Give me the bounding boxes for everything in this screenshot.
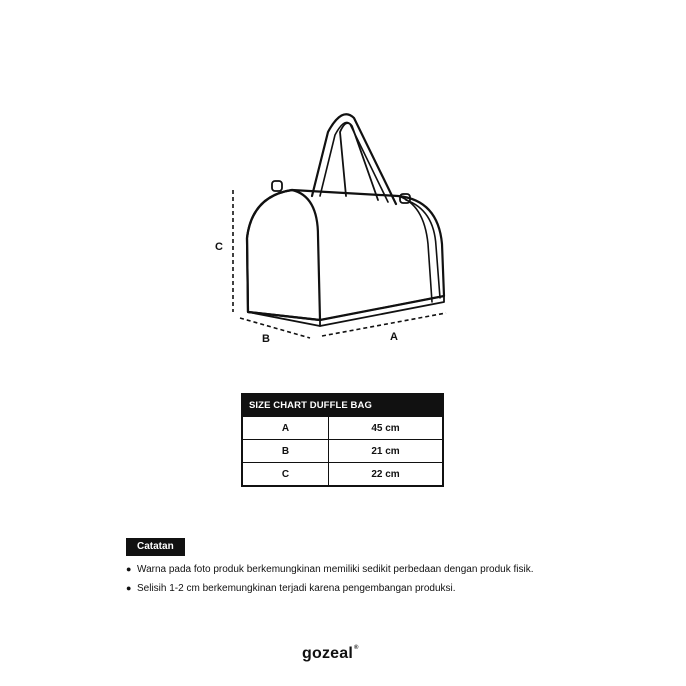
- bag-handle-back: [340, 123, 378, 200]
- brand-logo: [302, 645, 359, 663]
- size-key: B: [242, 440, 329, 463]
- bag-tab-left: [272, 181, 282, 191]
- table-row: [242, 463, 443, 487]
- bag-strap: [398, 196, 432, 302]
- size-chart-table: [241, 393, 444, 487]
- size-value: 21 cm: [329, 440, 444, 463]
- table-row: [242, 440, 443, 463]
- note-text: Warna pada foto produk berkemungkinan memiliki sedikit perbedaan dengan produk fisik.: [137, 564, 534, 575]
- size-value: 22 cm: [329, 463, 444, 487]
- bag-base: [320, 296, 444, 326]
- note-item: [126, 582, 456, 595]
- registered-mark: ®: [354, 645, 359, 651]
- size-key: A: [242, 417, 329, 440]
- notes-title-badge: Catatan: [126, 538, 185, 556]
- bag-body-outline: [247, 190, 444, 320]
- bullet-icon: ●: [126, 564, 132, 574]
- bag-strap-2: [406, 200, 440, 298]
- brand-name: gozeal: [302, 645, 353, 662]
- size-key: C: [242, 463, 329, 487]
- note-item: [126, 563, 534, 576]
- bag-handle-front: [312, 114, 396, 204]
- size-value: 45 cm: [329, 417, 444, 440]
- size-chart-title: SIZE CHART DUFFLE BAG: [242, 394, 443, 417]
- dimension-label-c: C: [215, 241, 223, 253]
- bag-end-panel: [247, 190, 320, 320]
- dimension-label-b: B: [262, 333, 270, 345]
- note-text: Selisih 1-2 cm berkemungkinan terjadi karena pengembangan produksi.: [137, 583, 456, 594]
- table-row: [242, 417, 443, 440]
- dimension-line-b: [240, 318, 310, 338]
- bullet-icon: ●: [126, 583, 132, 593]
- dimension-label-a: A: [390, 331, 398, 343]
